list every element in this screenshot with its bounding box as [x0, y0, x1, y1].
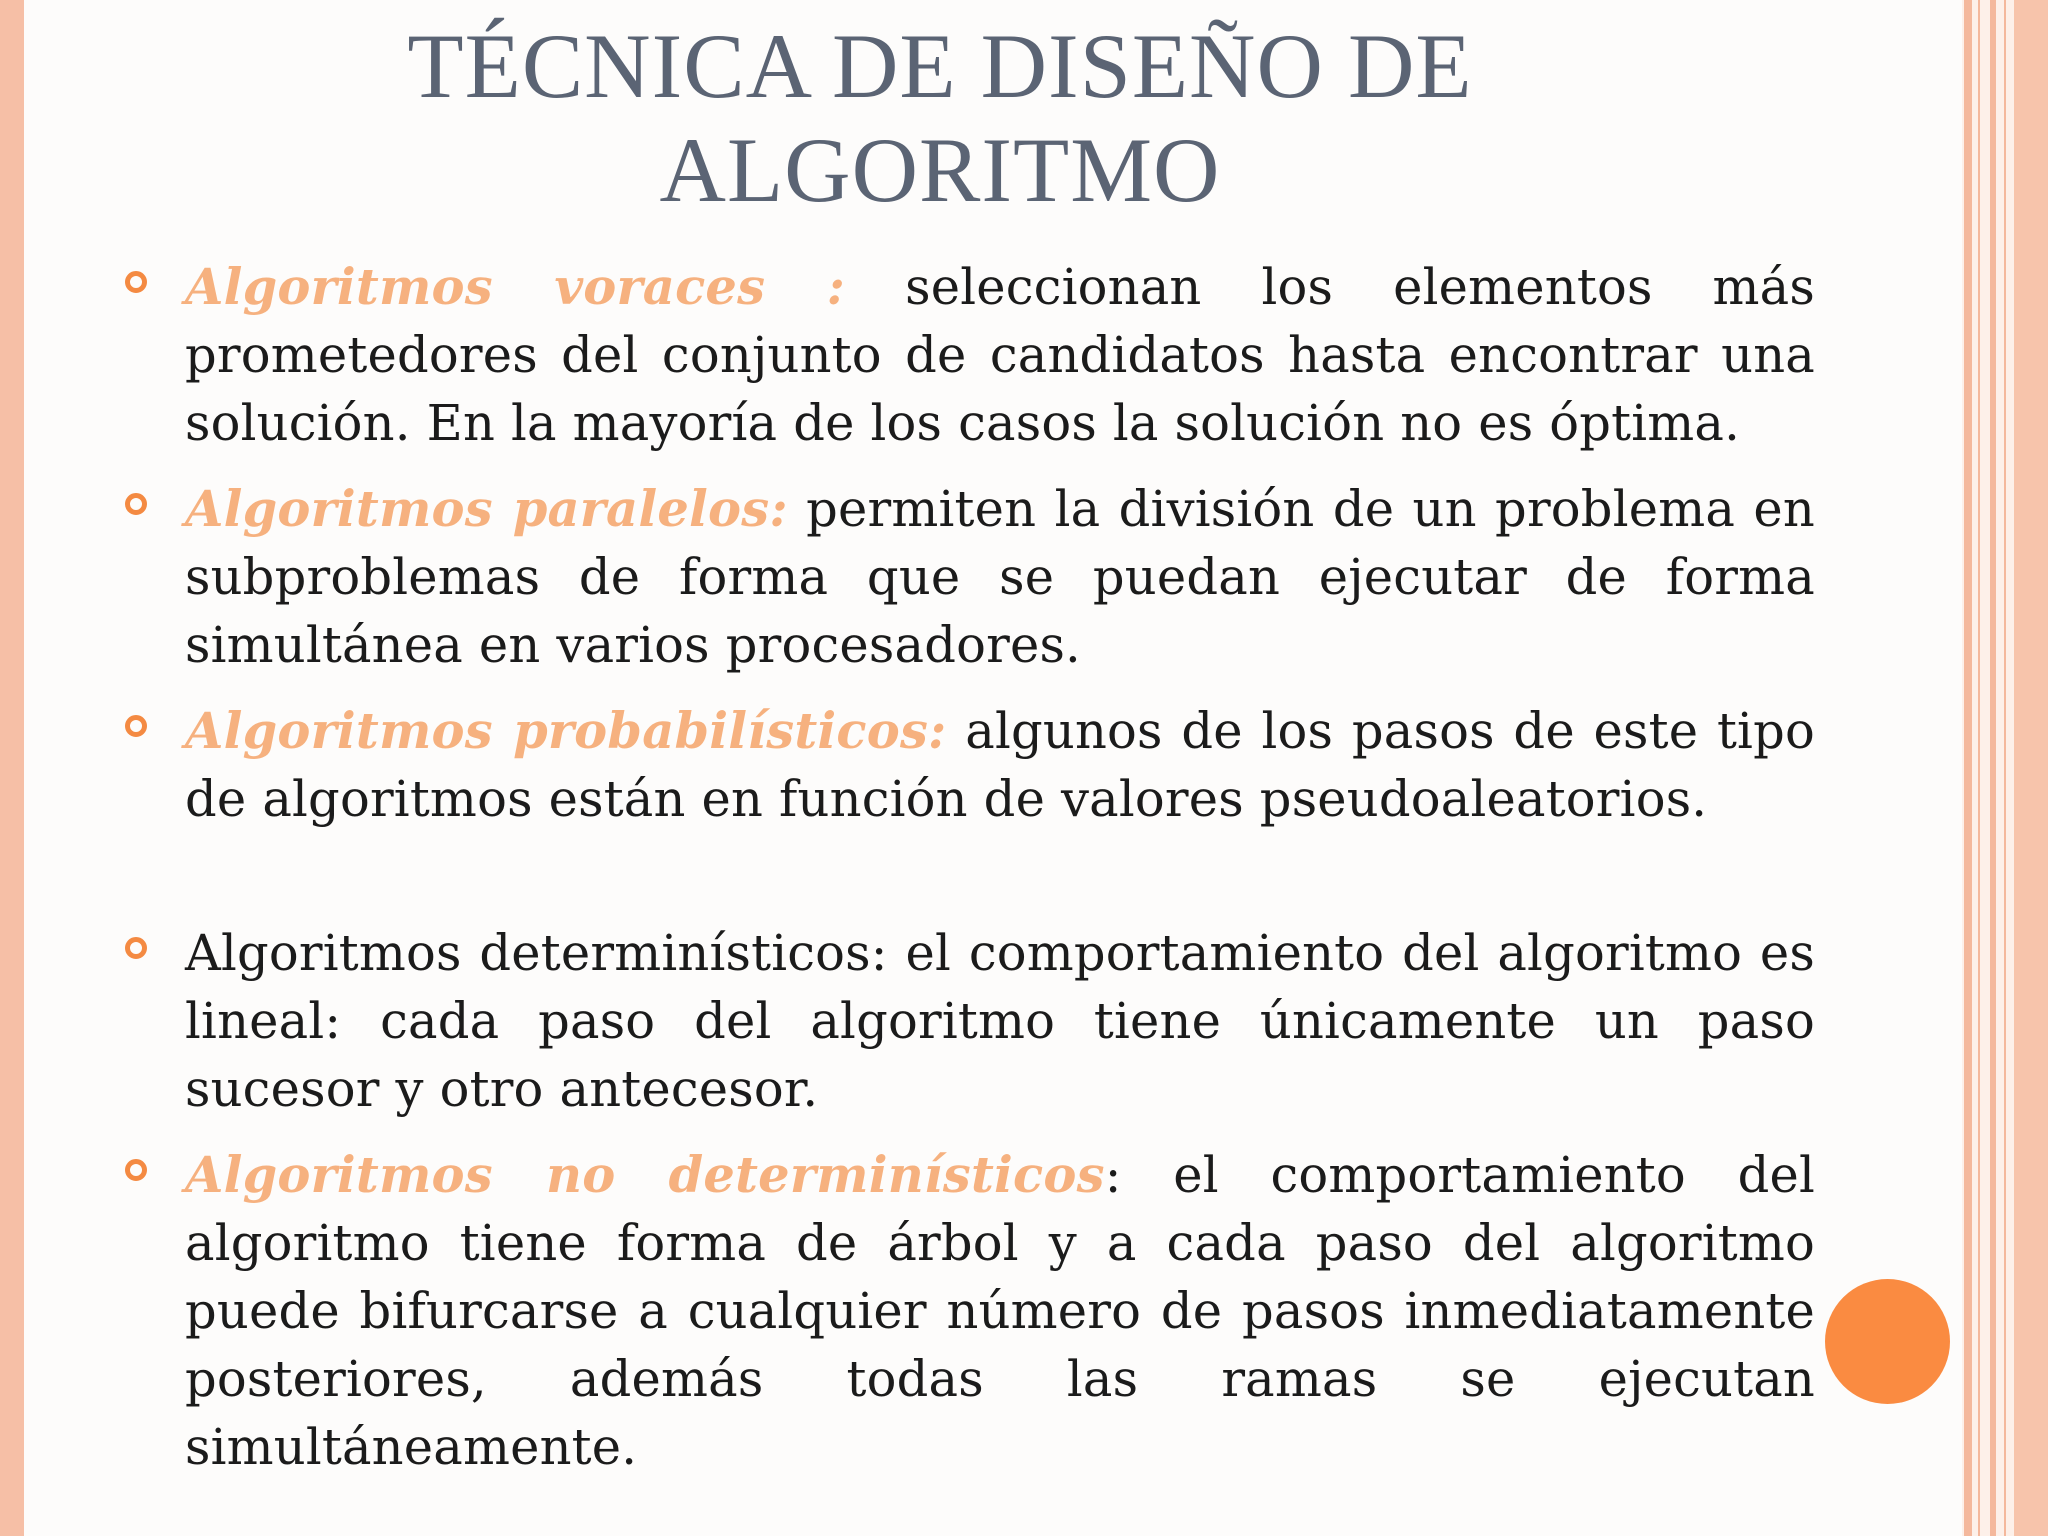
bullet-icon — [125, 715, 147, 737]
list-item — [185, 475, 1815, 679]
bullet-text: : el comportamiento del algoritmo tiene forma de árbol y a cada paso del algoritmo puede bifurcarse a cualquier número de pasos inmediatamente posteriores, además todas las ramas se ejecutan simultáneamente. — [185, 1146, 1815, 1476]
list-item — [185, 253, 1815, 457]
right-band-line — [1964, 0, 1972, 1536]
list-item — [185, 1141, 1815, 1481]
right-band-line — [2014, 0, 2048, 1536]
bullet-paragraph — [185, 475, 1815, 679]
list-item — [185, 697, 1815, 833]
bullet-icon — [125, 937, 147, 959]
right-band-line — [1978, 0, 1980, 1536]
decorative-circle — [1825, 1279, 1950, 1404]
bullet-text: permiten la división de un problema en subproblemas de forma que se puedan ejecutar de forma simultánea en varios procesadores. — [185, 480, 1815, 674]
bullet-term: Algoritmos voraces : — [185, 258, 846, 316]
bullet-term: Algoritmos probabilísticos: — [185, 702, 947, 760]
slide-title-line1: TÉCNICA DE DISEÑO DE — [407, 15, 1473, 117]
right-decorative-band — [1962, 0, 2048, 1536]
bullet-term: Algoritmos paralelos: — [185, 480, 788, 538]
right-band-line — [2004, 0, 2006, 1536]
bullet-icon — [125, 493, 147, 515]
bullet-icon — [125, 271, 147, 293]
bullet-paragraph — [185, 253, 1815, 457]
right-band-line — [1990, 0, 1996, 1536]
slide-title — [330, 14, 1550, 222]
bullet-icon — [125, 1159, 147, 1181]
bullet-paragraph — [185, 919, 1815, 1123]
bullet-paragraph — [185, 1141, 1815, 1481]
bullet-text: Algoritmos determinísticos: el comportamiento del algoritmo es lineal: cada paso del algoritmo tiene únicamente un paso sucesor y otro antecesor. — [185, 924, 1815, 1118]
bullet-text: seleccionan los elementos más prometedores del conjunto de candidatos hasta encontrar una solución. En la mayoría de los casos la solución no es óptima. — [185, 258, 1815, 452]
bullet-paragraph — [185, 697, 1815, 833]
slide-title-line2: ALGORITMO — [659, 119, 1221, 221]
left-border-stripe — [0, 0, 24, 1536]
bullet-term: Algoritmos no determinísticos — [185, 1146, 1105, 1204]
list-item — [185, 919, 1815, 1123]
bullet-text: algunos de los pasos de este tipo de algoritmos están en función de valores pseudoaleatorios. — [185, 702, 1815, 828]
